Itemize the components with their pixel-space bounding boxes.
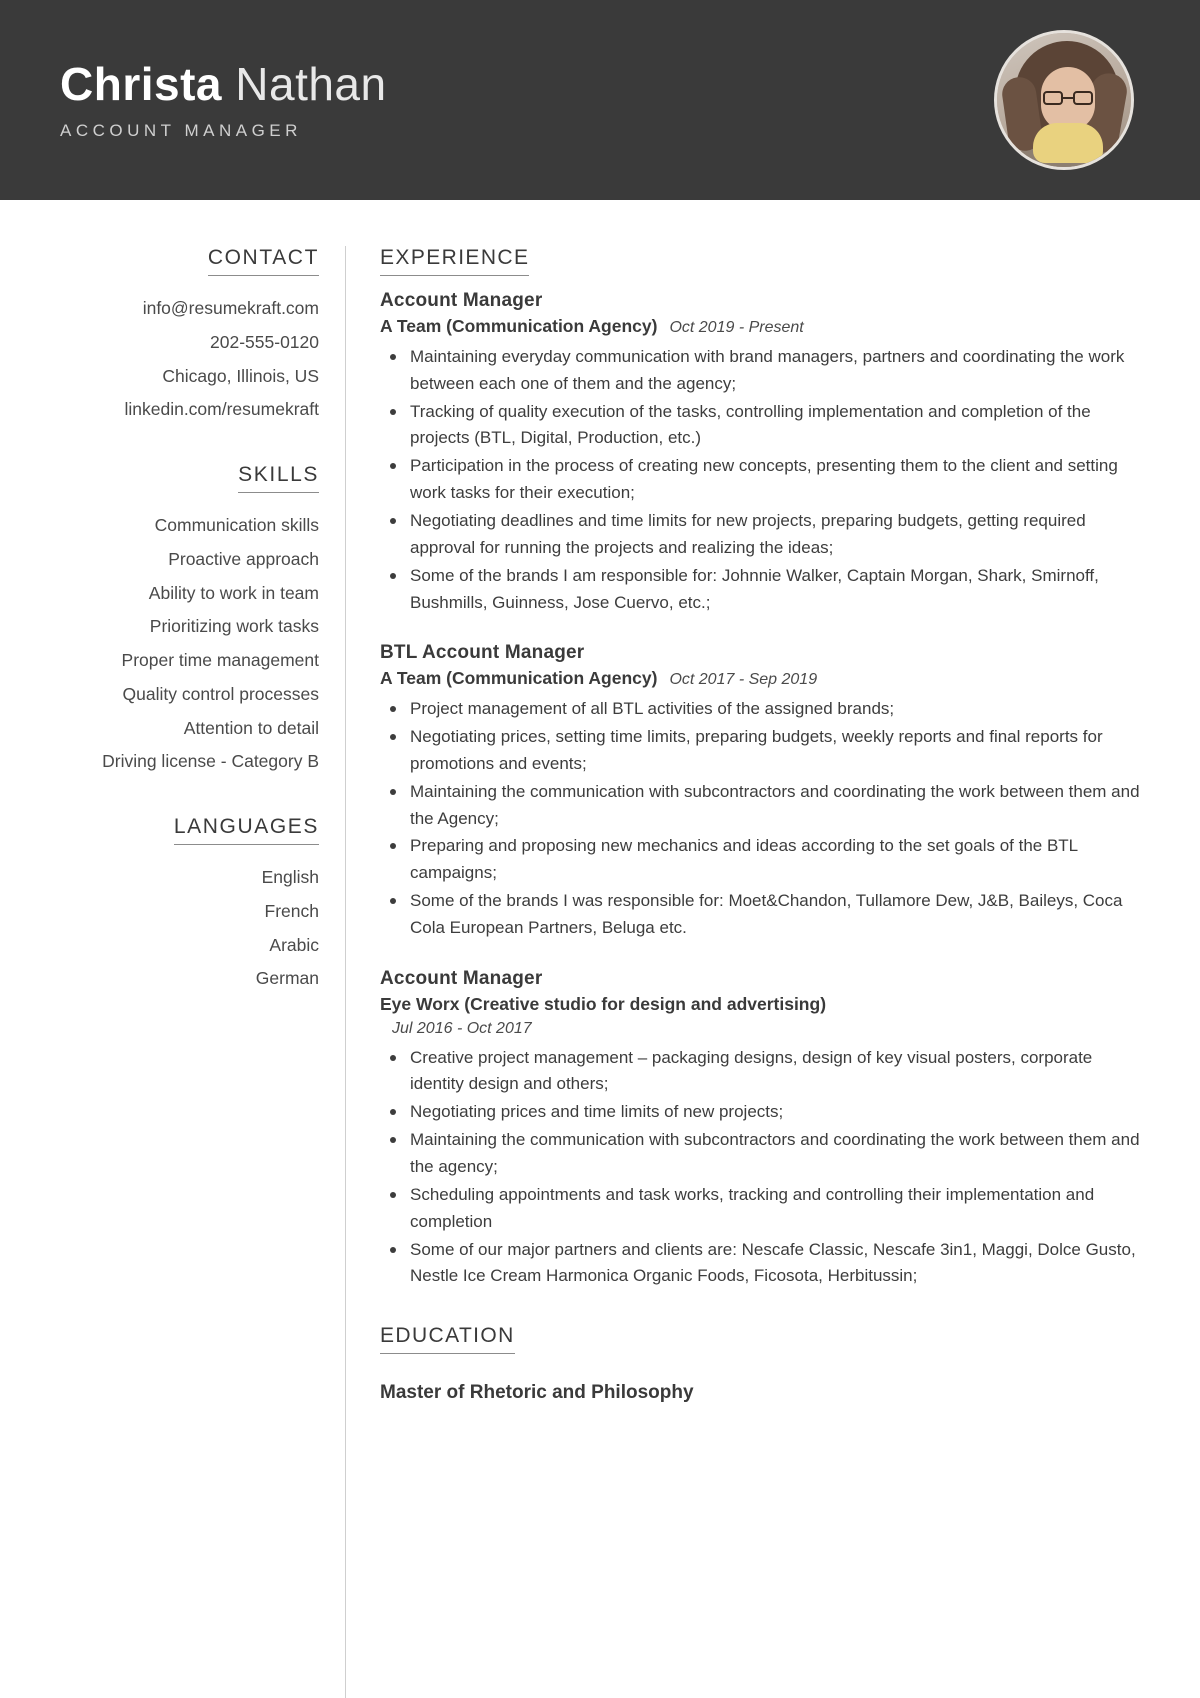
- experience-entry: [380, 642, 1144, 942]
- list-item: Communication skills: [154, 515, 319, 536]
- job-company: A Team (Communication Agency): [380, 316, 658, 336]
- list-item: Arabic: [269, 934, 319, 955]
- job-role: BTL Account Manager: [380, 642, 585, 664]
- contact-heading: CONTACT: [208, 246, 319, 276]
- job-company: A Team (Communication Agency): [380, 668, 658, 689]
- languages-heading: LANGUAGES: [174, 815, 319, 845]
- sidebar-section-languages: [44, 815, 319, 996]
- contact-phone[interactable]: 202-555-0120: [210, 331, 319, 352]
- job-meta: [380, 315, 1144, 339]
- page-title: [60, 59, 387, 110]
- list-item: Ability to work in team: [148, 582, 319, 603]
- resume-header: [0, 0, 1200, 200]
- sidebar-section-skills: [44, 463, 319, 779]
- list-item: Negotiating prices and time limits of new projects;: [380, 1099, 1144, 1126]
- list-item: Attention to detail: [183, 717, 319, 738]
- job-bullets: [380, 1045, 1144, 1291]
- list-item: German: [255, 968, 319, 989]
- list-item: Scheduling appointments and task works, tracking and controlling their implementation and completion: [380, 1182, 1144, 1236]
- first-name: Christa: [60, 57, 222, 110]
- list-item: Some of our major partners and clients are: Nescafe Classic, Nescafe 3in1, Maggi, Dolce Gusto, Nestle Ice Cream Harmonica Organic Foods, Ficosota, Herbitussin;: [380, 1237, 1144, 1291]
- job-dates: Oct 2019 - Present: [669, 319, 804, 336]
- experience-entry: [380, 968, 1144, 1290]
- resume-body: [0, 200, 1200, 1698]
- list-item: Some of the brands I was responsible for: Moet&Chandon, Tullamore Dew, J&B, Baileys, Coca Cola European Partners, Beluga etc.: [380, 888, 1144, 942]
- list-item: Maintaining the communication with subcontractors and coordinating the work between them and the Agency;: [380, 779, 1144, 833]
- avatar: [994, 30, 1134, 170]
- contact-email[interactable]: info@resumekraft.com: [142, 298, 319, 318]
- list-item: French: [264, 900, 319, 921]
- list-item: Maintaining everyday communication with brand managers, partners and coordinating the work between each one of them and the agency;: [380, 344, 1144, 398]
- education-heading: EDUCATION: [380, 1324, 515, 1354]
- list-item: Creative project management – packaging designs, design of key visual posters, corporate identity design and others;: [380, 1045, 1144, 1099]
- job-role: Account Manager: [380, 967, 543, 989]
- list-item: Tracking of quality execution of the tasks, controlling implementation and completion of the projects (BTL, Digital, Production, etc.): [380, 399, 1144, 453]
- contact-linkedin[interactable]: linkedin.com/resumekraft: [124, 399, 319, 420]
- job-dates: Jul 2016 - Oct 2017: [392, 1019, 532, 1037]
- list-item: Prioritizing work tasks: [149, 616, 319, 637]
- experience-entry: [380, 290, 1144, 616]
- job-bullets: [380, 344, 1144, 617]
- contact-location: Chicago, Illinois, US: [162, 365, 319, 386]
- education-section: [380, 1324, 1144, 1404]
- job-dates: Oct 2017 - Sep 2019: [669, 671, 818, 689]
- list-item: Driving license - Category B: [102, 751, 319, 772]
- list-item: English: [261, 867, 319, 888]
- list-item: Proper time management: [121, 650, 319, 671]
- main-column: [346, 246, 1144, 1698]
- list-item: Project management of all BTL activities of the assigned brands;: [380, 696, 1144, 723]
- education-degree: Master of Rhetoric and Philosophy: [380, 1382, 694, 1404]
- list-item: Participation in the process of creating new concepts, presenting them to the client and setting work tasks for their execution;: [380, 453, 1144, 507]
- last-name: Nathan: [235, 57, 387, 110]
- sidebar-section-contact: [44, 246, 319, 427]
- list-item: Some of the brands I am responsible for: Johnnie Walker, Captain Morgan, Shark, Smirnoff, Bushmills, Guinness, Jose Cuervo, etc.;: [380, 563, 1144, 617]
- job-role: Account Manager: [380, 290, 543, 311]
- list-item: Quality control processes: [122, 683, 319, 704]
- list-item: Proactive approach: [168, 548, 319, 569]
- job-meta: [380, 667, 1144, 691]
- experience-heading: EXPERIENCE: [380, 246, 529, 276]
- list-item: Preparing and proposing new mechanics and ideas according to the set goals of the BTL campaigns;: [380, 833, 1144, 887]
- avatar-scarf: [1033, 123, 1103, 163]
- skills-heading: SKILLS: [238, 463, 319, 493]
- glasses-icon: [1043, 91, 1093, 105]
- job-company: Eye Worx (Creative studio for design and advertising): [380, 993, 827, 1014]
- job-meta: [380, 993, 1144, 1040]
- list-item: Negotiating deadlines and time limits for new projects, preparing budgets, getting required approval for running the projects and realizing the ideas;: [380, 508, 1144, 562]
- header-job-title: ACCOUNT MANAGER: [60, 121, 302, 141]
- sidebar: [44, 246, 346, 1698]
- header-identity: [56, 59, 387, 142]
- job-bullets: [380, 696, 1144, 942]
- list-item: Negotiating prices, setting time limits, preparing budgets, weekly reports and final reports for promotions and events;: [380, 724, 1144, 778]
- list-item: Maintaining the communication with subcontractors and coordinating the work between them and the agency;: [380, 1127, 1144, 1181]
